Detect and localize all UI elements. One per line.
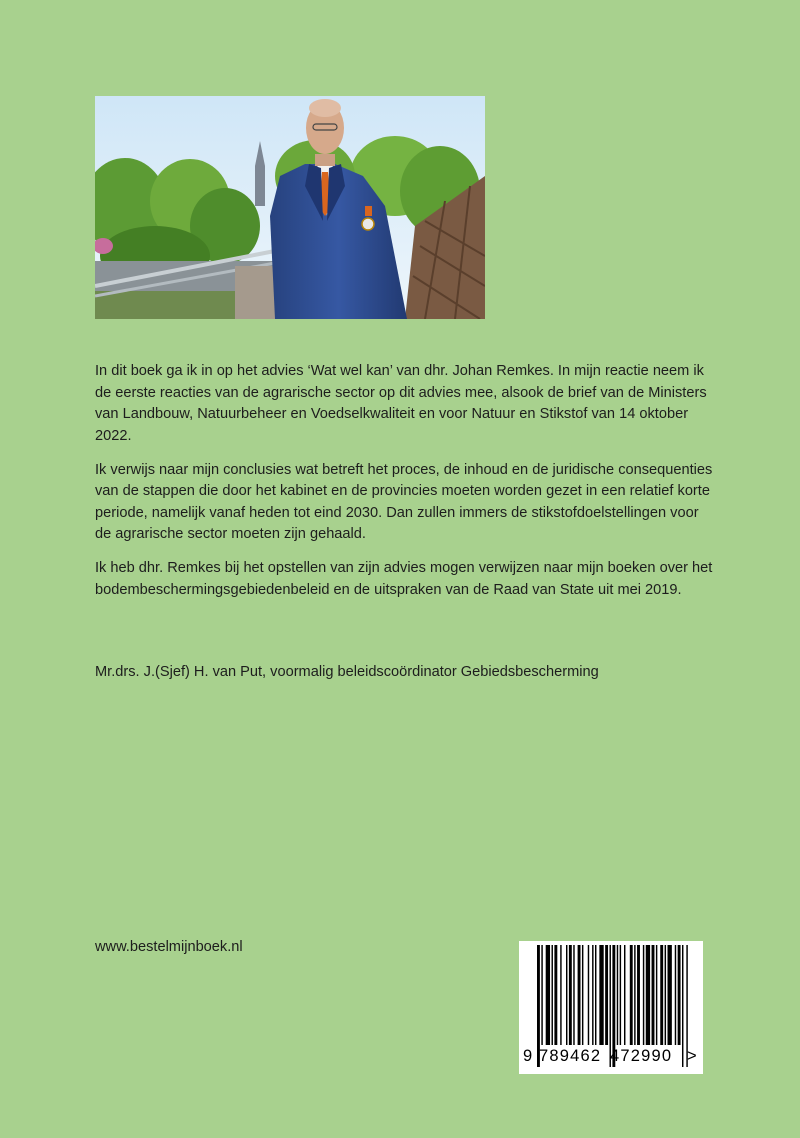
barcode-bar xyxy=(599,945,603,1045)
website-link[interactable]: www.bestelmijnboek.nl xyxy=(95,939,243,955)
barcode-bar xyxy=(665,945,666,1045)
portrait-photo xyxy=(95,96,485,319)
isbn-right-group: 472990 xyxy=(610,1047,673,1065)
barcode-bar xyxy=(592,945,593,1045)
isbn-barcode xyxy=(519,941,703,1074)
barcode-bar xyxy=(560,945,561,1045)
barcode-bar xyxy=(643,945,644,1045)
barcode-bar xyxy=(656,945,657,1045)
barcode-bar xyxy=(630,945,633,1045)
barcode-bar xyxy=(573,945,574,1045)
isbn-quiet-zone-marker: > xyxy=(687,1047,698,1065)
barcode-bar xyxy=(546,945,550,1045)
barcode-bar xyxy=(578,945,581,1045)
cover-photo xyxy=(95,96,485,319)
barcode-bar xyxy=(668,945,672,1045)
paragraph: Ik verwijs naar mijn conclusies wat betreft het proces, de inhoud en de juridische consequenties van de stappen die door het kabinet en de provincies moeten worden gezet in een relatief korte periode, namelijk vanaf heden tot eind 2030. Dan zullen immers de stikstofdoelstellingen voor de agrarische sector moeten zijn gehaald. xyxy=(95,461,713,542)
barcode-bar xyxy=(646,945,650,1045)
barcode-bar xyxy=(652,945,655,1045)
barcode-bar xyxy=(566,945,567,1045)
barcode-bar xyxy=(569,945,572,1045)
barcode-bar xyxy=(582,945,583,1045)
barcode-bar xyxy=(617,945,618,1045)
barcode-bar xyxy=(541,945,542,1045)
barcode-bar xyxy=(678,945,681,1045)
barcode-bar xyxy=(554,945,557,1045)
barcode-bar xyxy=(620,945,621,1045)
author-line: Mr.drs. J.(Sjef) H. van Put, voormalig beleidscoördinator Gebiedsbescherming xyxy=(95,664,599,680)
description xyxy=(95,361,715,614)
barcode-bar xyxy=(660,945,663,1045)
isbn-left-group: 789462 xyxy=(539,1047,602,1065)
barcode-bar xyxy=(634,945,635,1045)
barcode-bar xyxy=(675,945,676,1045)
barcode-bar xyxy=(637,945,640,1045)
barcode-bar xyxy=(588,945,589,1045)
isbn-lead-digit: 9 xyxy=(523,1047,534,1065)
isbn-digits xyxy=(519,1045,703,1071)
barcode-bar xyxy=(552,945,553,1045)
barcode-bar xyxy=(605,945,608,1045)
barcode-bar xyxy=(595,945,596,1045)
paragraph: Ik heb dhr. Remkes bij het opstellen van zijn advies mogen verwijzen naar mijn boeken over het bodembeschermingsgebiedenbeleid en de uitspraken van de Raad van State uit mei 2019. xyxy=(95,560,713,598)
paragraph: In dit boek ga ik in op het advies ‘Wat wel kan’ van dhr. Johan Remkes. In mijn reactie neem ik de eerste reacties van de agrarische sector op dit advies mee, alsook de brief van de Ministers van Landbouw, Natuurbeheer en Voedselkwaliteit en voor Natuur en Stikstof van 14 oktober 2022. xyxy=(95,363,707,444)
barcode-bar xyxy=(624,945,625,1045)
